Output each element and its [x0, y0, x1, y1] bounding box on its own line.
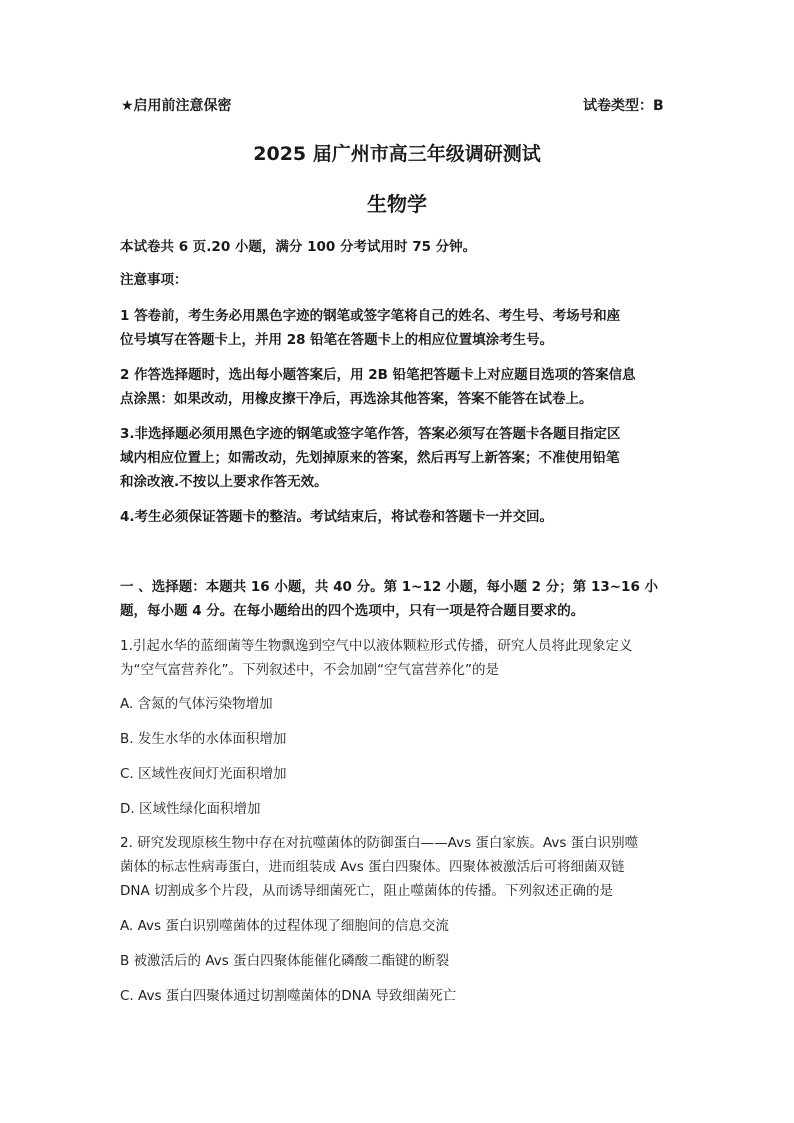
- notice-2-line-2: 点涂黑：如果改动，用橡皮擦干净后，再选涂其他答案，答案不能答在试卷上。: [120, 391, 593, 407]
- notice-3-line-1: 3.非选择题必须用黑色字迹的钢笔或签字笔作答，答案必须写在答题卡各题目指定区: [120, 426, 621, 442]
- notice-2-line-1: 2 作答选择题时，选出每小题答案后，用 2B 铅笔把答题卡上对应题目选项的答案信息: [120, 367, 636, 383]
- notice-3-line-3: 和涂改液.不按以上要求作答无效。: [120, 474, 328, 490]
- paper-type: 试卷类型：B: [583, 98, 664, 114]
- notice-1-line-1: 1 答卷前，考生务必用黑色字迹的钢笔或签字笔将自己的姓名、考生号、考场号和座: [120, 308, 621, 324]
- q2-option-c: C. Avs 蛋白四聚体通过切割噬菌体的DNA 导致细菌死亡: [120, 988, 457, 1004]
- q2-stem-line-2: 菌体的标志性病毒蛋白，进而组装成 Avs 蛋白四聚体。四聚体被激活后可将细菌双链: [120, 859, 625, 875]
- q2-option-b: B 被激活后的 Avs 蛋白四聚体能催化磷酸二酯键的断裂: [120, 953, 450, 969]
- notice-heading: 注意事项：: [120, 272, 188, 288]
- q2-stem-line-3: DNA 切割成多个片段，从而诱导细菌死亡，阻止噬菌体的传播。下列叙述正确的是: [120, 883, 614, 899]
- notice-3-line-2: 域内相应位置上；如需改动，先划掉原来的答案，然后再写上新答案；不准使用铅笔: [120, 450, 620, 466]
- q1-stem-line-1: 1.引起水华的蓝细菌等生物飘逸到空气中以液体颗粒形式传播，研究人员将此现象定义: [120, 638, 633, 654]
- q1-option-b: B. 发生水华的水体面积增加: [120, 731, 287, 747]
- q1-option-c: C. 区域性夜间灯光面积增加: [120, 766, 287, 782]
- section-heading-line-1: 一 、选择题：本题共 16 小题，共 40 分。第 1~12 小题，每小题 2 分；第 13~16 小: [120, 579, 659, 595]
- subject-title: 生物学: [367, 192, 427, 216]
- q2-option-a: A. Avs 蛋白识别噬菌体的过程体现了细胞间的信息交流: [120, 918, 449, 934]
- notice-1-line-2: 位号填写在答题卡上，并用 28 铅笔在答题卡上的相应位置填涂考生号。: [120, 332, 554, 348]
- exam-title: 2025 届广州市高三年级调研测试: [253, 143, 541, 165]
- q1-stem-line-2: 为“空气富营养化”。下列叙述中，不会加剧“空气富营养化”的是: [120, 662, 499, 678]
- q1-option-a: A. 含氮的气体污染物增加: [120, 696, 273, 712]
- q2-stem-line-1: 2. 研究发现原核生物中存在对抗噬菌体的防御蛋白——Avs 蛋白家族。Avs 蛋白识别噬: [120, 835, 639, 851]
- q1-option-d: D. 区域性绿化面积增加: [120, 801, 261, 817]
- confidential-notice: ★启用前注意保密: [121, 98, 232, 114]
- notice-4-line-1: 4.考生必须保证答题卡的整洁。考试结束后，将试卷和答题卡一并交回。: [120, 509, 554, 525]
- exam-intro: 本试卷共 6 页.20 小题，满分 100 分考试用时 75 分钟。: [120, 239, 477, 255]
- section-heading-line-2: 题，每小题 4 分。在每小题给出的四个选项中，只有一项是符合题目要求的。: [120, 603, 585, 619]
